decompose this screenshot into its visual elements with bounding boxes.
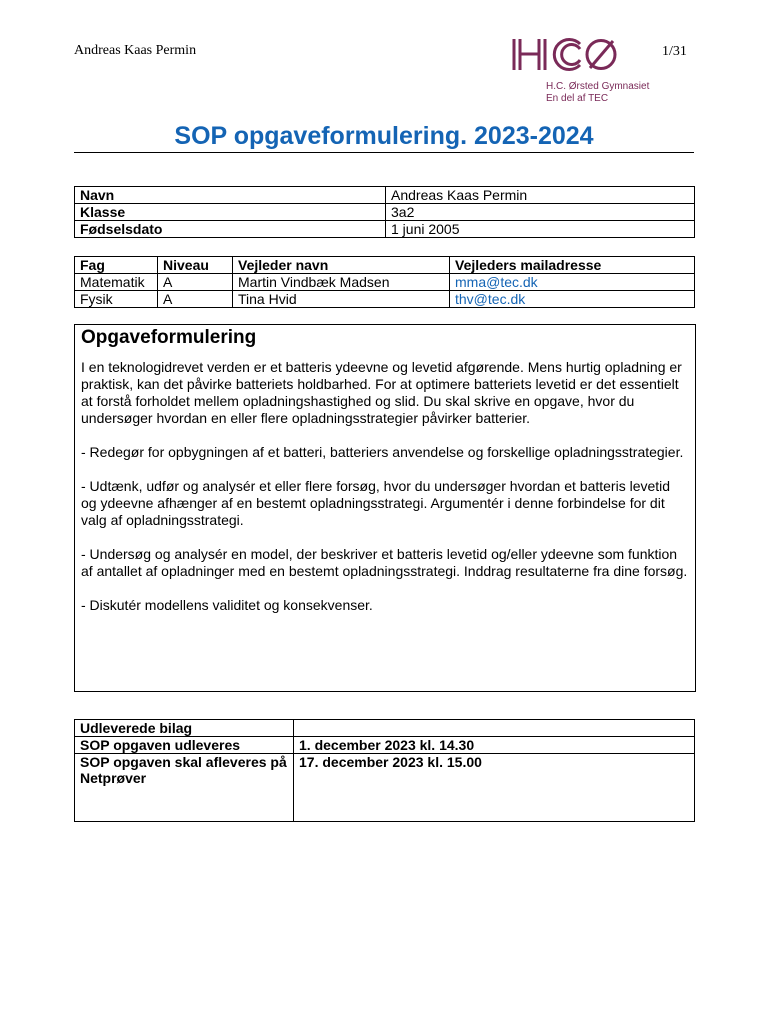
deadlines-table bbox=[74, 719, 695, 822]
supervisor-cell: Tina Hvid bbox=[233, 291, 450, 308]
table-header-row bbox=[75, 257, 695, 274]
info-value: 1 juni 2005 bbox=[386, 221, 695, 238]
level-cell: A bbox=[158, 274, 233, 291]
supervisor-email-link[interactable]: mma@tec.dk bbox=[455, 274, 538, 290]
table-row bbox=[75, 274, 695, 291]
logo-school-name: H.C. Ørsted Gymnasiet bbox=[546, 81, 650, 92]
table-row bbox=[75, 754, 695, 822]
level-cell: A bbox=[158, 291, 233, 308]
assignment-box bbox=[74, 324, 696, 692]
assignment-paragraph: - Udtænk, udfør og analysér et eller flere forsøg, hvor du undersøger hvordan et batteris levetid og ydeevne afhænger af en bestemt opladningsstrategi. Argumentér i denne forbindelse for dit valg af opladningsstrategi. bbox=[81, 478, 671, 528]
assignment-heading: Opgaveformulering bbox=[81, 327, 257, 348]
column-header: Vejleders mailadresse bbox=[450, 257, 695, 274]
table-row bbox=[75, 291, 695, 308]
info-value: 3a2 bbox=[386, 204, 695, 221]
page-number: 1/31 bbox=[662, 44, 687, 59]
supervisor-email-link[interactable]: thv@tec.dk bbox=[455, 291, 526, 307]
title-divider bbox=[74, 152, 694, 153]
subjects-table bbox=[74, 256, 695, 308]
deadline-value: 1. december 2023 kl. 14.30 bbox=[294, 737, 695, 754]
table-row bbox=[75, 720, 695, 737]
table-row bbox=[75, 737, 695, 754]
deadline-label: Udleverede bilag bbox=[75, 720, 294, 737]
column-header: Vejleder navn bbox=[233, 257, 450, 274]
info-label: Fødselsdato bbox=[75, 221, 386, 238]
assignment-paragraph: - Diskutér modellens validitet og konsekvenser. bbox=[81, 597, 373, 613]
hco-logo-icon bbox=[510, 36, 620, 74]
student-info-table bbox=[74, 186, 695, 238]
info-value: Andreas Kaas Permin bbox=[386, 187, 695, 204]
subject-cell: Matematik bbox=[75, 274, 158, 291]
info-label: Klasse bbox=[75, 204, 386, 221]
table-row bbox=[75, 221, 695, 238]
deadline-value bbox=[294, 720, 695, 737]
school-logo bbox=[510, 36, 670, 108]
logo-tagline: En del af TEC bbox=[546, 93, 609, 104]
deadline-label: SOP opgaven skal afleveres på Netprøver bbox=[75, 754, 294, 822]
assignment-paragraph: - Redegør for opbygningen af et batteri, batteriers anvendelse og forskellige opladningsstrategier. bbox=[81, 444, 684, 460]
column-header: Fag bbox=[75, 257, 158, 274]
info-label: Navn bbox=[75, 187, 386, 204]
table-row bbox=[75, 187, 695, 204]
table-row bbox=[75, 204, 695, 221]
supervisor-cell: Martin Vindbæk Madsen bbox=[233, 274, 450, 291]
assignment-paragraph: I en teknologidrevet verden er et batteris ydeevne og levetid afgørende. Mens hurtig opladning er praktisk, kan det påvirke batteriets holdbarhed. For at optimere batteriets levetid er det essentielt at forstå forholdet mellem opladningshastighed og slid. Du skal skrive en opgave, hvor du undersøger hvordan en eller flere opladningsstrategier påvirker batterier. bbox=[81, 359, 682, 426]
deadline-value: 17. december 2023 kl. 15.00 bbox=[294, 754, 695, 822]
column-header: Niveau bbox=[158, 257, 233, 274]
subject-cell: Fysik bbox=[75, 291, 158, 308]
page-title: SOP opgaveformulering. 2023-2024 bbox=[174, 122, 594, 150]
assignment-paragraph: - Undersøg og analysér en model, der beskriver et batteris levetid og/eller ydeevne som funktion af antallet af opladninger med en bestemt opladningsstrategi. Inddrag resultaterne fra dine forsøg. bbox=[81, 546, 688, 579]
header-author: Andreas Kaas Permin bbox=[74, 43, 197, 58]
deadline-label: SOP opgaven udleveres bbox=[75, 737, 294, 754]
